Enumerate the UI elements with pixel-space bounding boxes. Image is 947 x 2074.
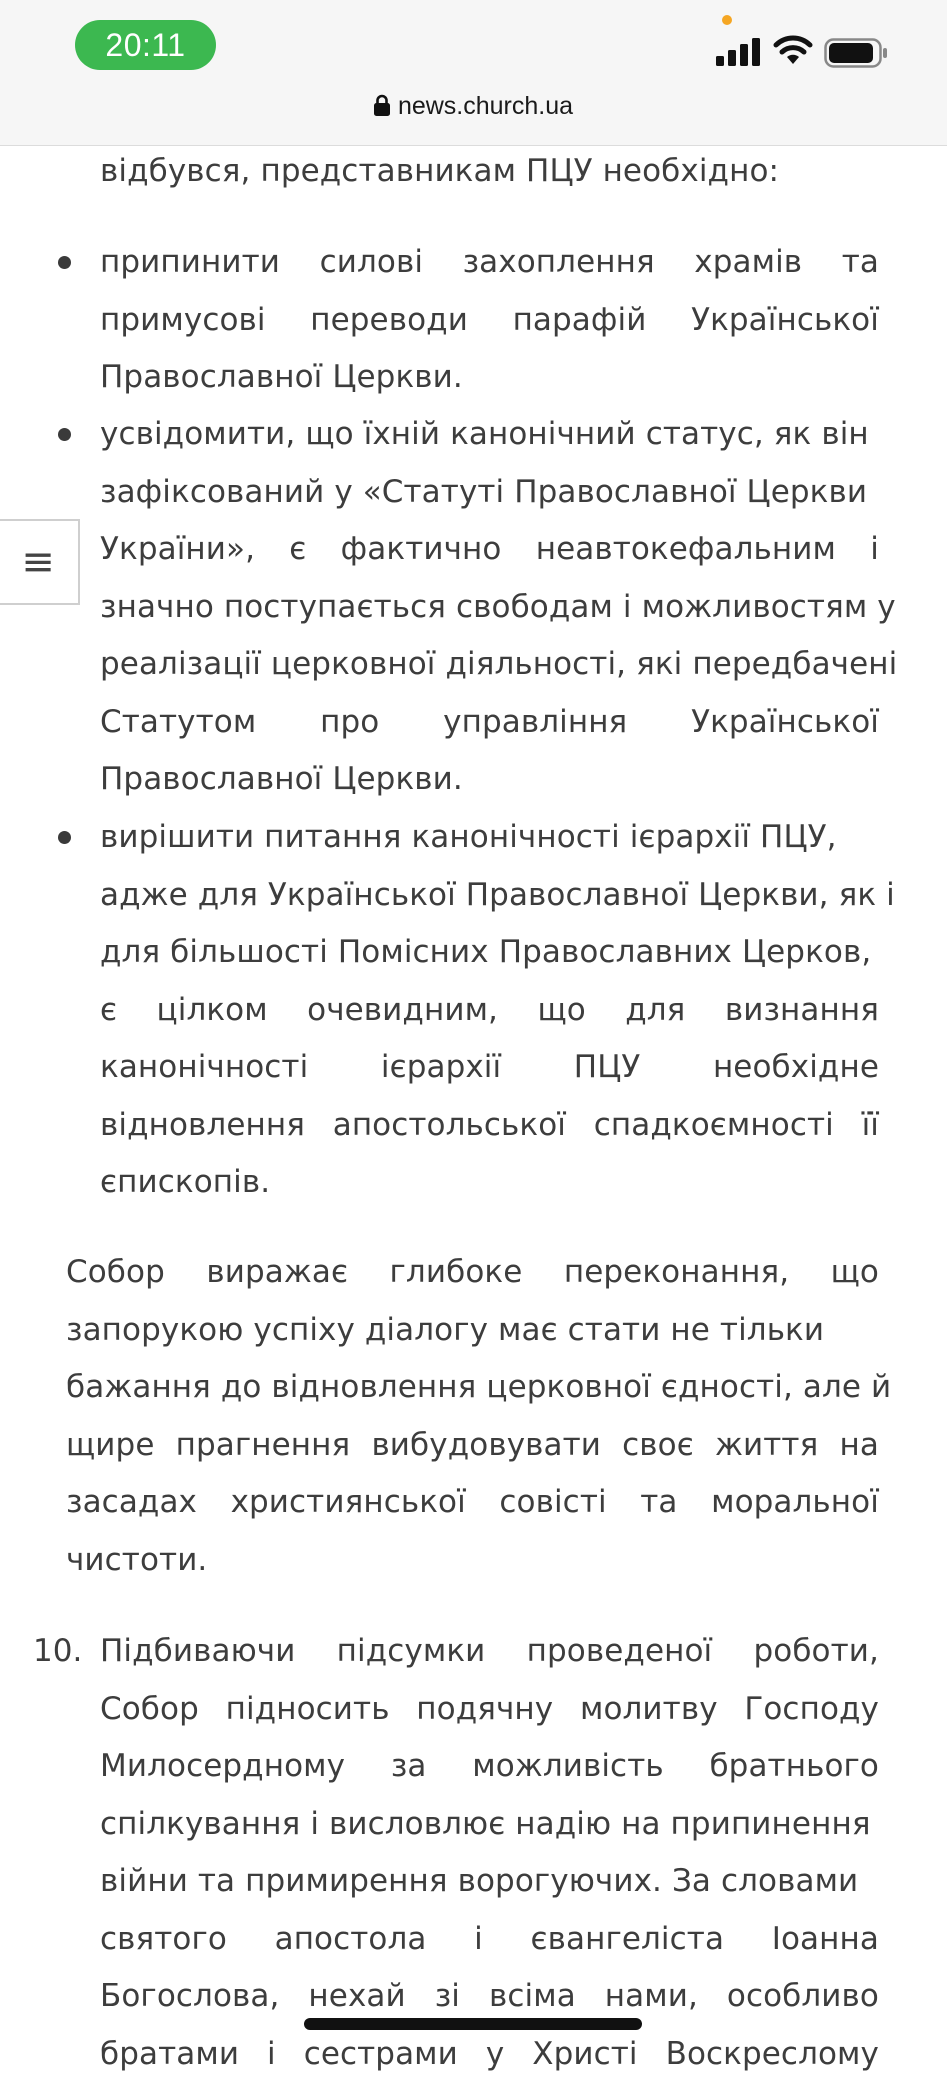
- word: святого: [100, 1920, 227, 1957]
- bullet-line: усвідомити, що їхній канонічний статус, як він: [100, 416, 869, 452]
- bullet-line: єпископів.: [100, 1164, 271, 1200]
- numbered-line: [100, 1631, 879, 1671]
- word: Української: [691, 301, 879, 338]
- word: і: [267, 2035, 276, 2072]
- bullet-line: [100, 1047, 879, 1087]
- word: Української: [691, 703, 879, 740]
- word: є: [100, 991, 118, 1028]
- word: та: [841, 244, 879, 280]
- bullet-dot: [58, 831, 71, 844]
- word: що: [537, 991, 586, 1028]
- word: захоплення: [462, 244, 655, 280]
- word: її: [861, 1106, 879, 1143]
- word: управління: [443, 703, 628, 740]
- word: Богослова,: [100, 1978, 280, 2014]
- word: для: [625, 991, 686, 1028]
- paragraph-line: бажання до відновлення церковної єдності, але й: [66, 1369, 892, 1405]
- word: християнської: [230, 1484, 466, 1520]
- word: Підбиваючи: [100, 1633, 296, 1669]
- word: ПЦУ: [573, 1049, 641, 1085]
- word: підсумки: [336, 1633, 486, 1669]
- word: проведеної: [526, 1633, 713, 1669]
- battery-icon: [824, 38, 888, 68]
- word: неавтокефальним: [535, 531, 837, 567]
- paragraph-line: [66, 1425, 879, 1465]
- word: подячну: [416, 1690, 554, 1727]
- word: фактично: [340, 531, 502, 567]
- word: України»,: [100, 531, 256, 567]
- word: щире: [66, 1426, 155, 1463]
- word: необхідне: [712, 1049, 879, 1085]
- word: апостольської: [332, 1106, 567, 1143]
- intro-line: відбувся, представникам ПЦУ необхідно:: [100, 153, 780, 189]
- signal-icon: [716, 38, 760, 66]
- word: і: [870, 531, 879, 567]
- word: можливість: [472, 1748, 664, 1784]
- bullet-line: [100, 702, 879, 742]
- numbered-line: [100, 1976, 879, 2016]
- home-indicator[interactable]: [304, 2018, 642, 2030]
- word: припинити: [100, 244, 281, 280]
- bullet-line: [100, 242, 879, 282]
- bullet-line: Православної Церкви.: [100, 359, 463, 395]
- word: вибудовувати: [371, 1426, 602, 1463]
- word: моральної: [711, 1484, 879, 1520]
- word: ієрархії: [380, 1049, 502, 1085]
- word: примусові: [100, 301, 266, 338]
- status-time[interactable]: 20:11: [75, 20, 216, 70]
- word: нехай: [308, 1978, 406, 2014]
- bullet-dot: [58, 428, 71, 441]
- lock-icon: [374, 94, 390, 116]
- word: Милосердному: [100, 1748, 346, 1784]
- word: всіма: [488, 1978, 576, 2014]
- hamburger-icon: ≡: [21, 539, 55, 585]
- word: спадкоємності: [593, 1106, 834, 1143]
- word: молитву: [579, 1690, 718, 1727]
- numbered-line: [100, 1919, 879, 1959]
- word: глибоке: [389, 1254, 523, 1290]
- word: що: [830, 1254, 879, 1290]
- list-number: 10.: [33, 1633, 83, 1669]
- word: сестрами: [303, 2035, 458, 2072]
- word: і: [474, 1920, 483, 1957]
- word: про: [320, 703, 380, 740]
- privacy-indicator-icon: [722, 15, 732, 25]
- bullet-line: Православної Церкви.: [100, 761, 463, 797]
- word: совісті: [499, 1484, 607, 1520]
- browser-header: [0, 0, 947, 146]
- word: прагнення: [175, 1426, 351, 1463]
- word: переводи: [310, 301, 468, 338]
- word: Іоанна: [771, 1920, 879, 1957]
- word: братами: [100, 2035, 240, 2072]
- numbered-line: [100, 1689, 879, 1729]
- numbered-line: війни та примирення ворогуючих. За словами: [100, 1863, 859, 1899]
- bullet-line: [100, 990, 879, 1030]
- menu-button[interactable]: [0, 519, 80, 605]
- bullet-line: вирішити питання канонічності ієрархії ПЦУ,: [100, 819, 837, 855]
- bullet-line: адже для Української Православної Церкви, як і: [100, 876, 895, 913]
- word: апостола: [274, 1920, 427, 1957]
- word: силові: [319, 244, 424, 280]
- word: Собор: [66, 1254, 165, 1290]
- word: Статутом: [100, 703, 257, 740]
- word: виражає: [206, 1254, 349, 1290]
- word: зі: [434, 1978, 461, 2014]
- word: нами,: [604, 1978, 698, 2014]
- bullet-dot: [58, 256, 71, 269]
- word: у: [485, 2035, 505, 2072]
- word: є: [289, 531, 307, 567]
- word: засадах: [66, 1484, 197, 1520]
- word: за: [390, 1748, 427, 1784]
- bullet-line: [100, 1105, 879, 1145]
- numbered-line: [100, 1746, 879, 1786]
- paragraph-line: [66, 1482, 879, 1522]
- bullet-line: [100, 300, 879, 340]
- bullet-line: для більшості Помісних Православних Церков,: [100, 934, 872, 970]
- paragraph-line: [66, 1252, 879, 1292]
- word: канонічності: [100, 1049, 309, 1085]
- address-bar[interactable]: [0, 92, 947, 121]
- paragraph-line: чистоти.: [66, 1541, 208, 1578]
- url-text: news.church.ua: [397, 92, 574, 120]
- word: та: [640, 1484, 678, 1520]
- numbered-line: спілкування і висловлює надію на припинення: [100, 1805, 871, 1842]
- word: визнання: [724, 991, 879, 1028]
- word: особливо: [726, 1978, 879, 2014]
- word: своє: [622, 1426, 694, 1463]
- word: Господу: [744, 1690, 879, 1727]
- word: братнього: [709, 1748, 879, 1784]
- word: Воскреслому: [665, 2035, 879, 2072]
- wifi-icon: [773, 36, 813, 66]
- bullet-line: зафіксований у «Статуті Православної Церкви: [100, 473, 868, 510]
- word: євангеліста: [530, 1920, 725, 1957]
- word: відновлення: [100, 1106, 305, 1143]
- word: переконання,: [563, 1254, 790, 1290]
- word: на: [839, 1426, 879, 1463]
- word: Христі: [532, 2035, 638, 2072]
- bullet-line: реалізації церковної діяльності, які передбачені: [100, 646, 898, 682]
- word: роботи,: [753, 1633, 879, 1669]
- word: Собор: [100, 1690, 199, 1727]
- word: цілком: [156, 991, 268, 1028]
- numbered-line: [100, 2034, 879, 2074]
- word: парафій: [512, 301, 647, 338]
- paragraph-line: запорукою успіху діалогу має стати не тільки: [66, 1311, 825, 1348]
- word: підносить: [225, 1690, 390, 1727]
- bullet-line: значно поступається свободам і можливостям у: [100, 588, 896, 625]
- word: храмів: [694, 244, 803, 280]
- word: життя: [715, 1426, 819, 1463]
- word: очевидним,: [307, 991, 499, 1028]
- bullet-line: [100, 529, 879, 569]
